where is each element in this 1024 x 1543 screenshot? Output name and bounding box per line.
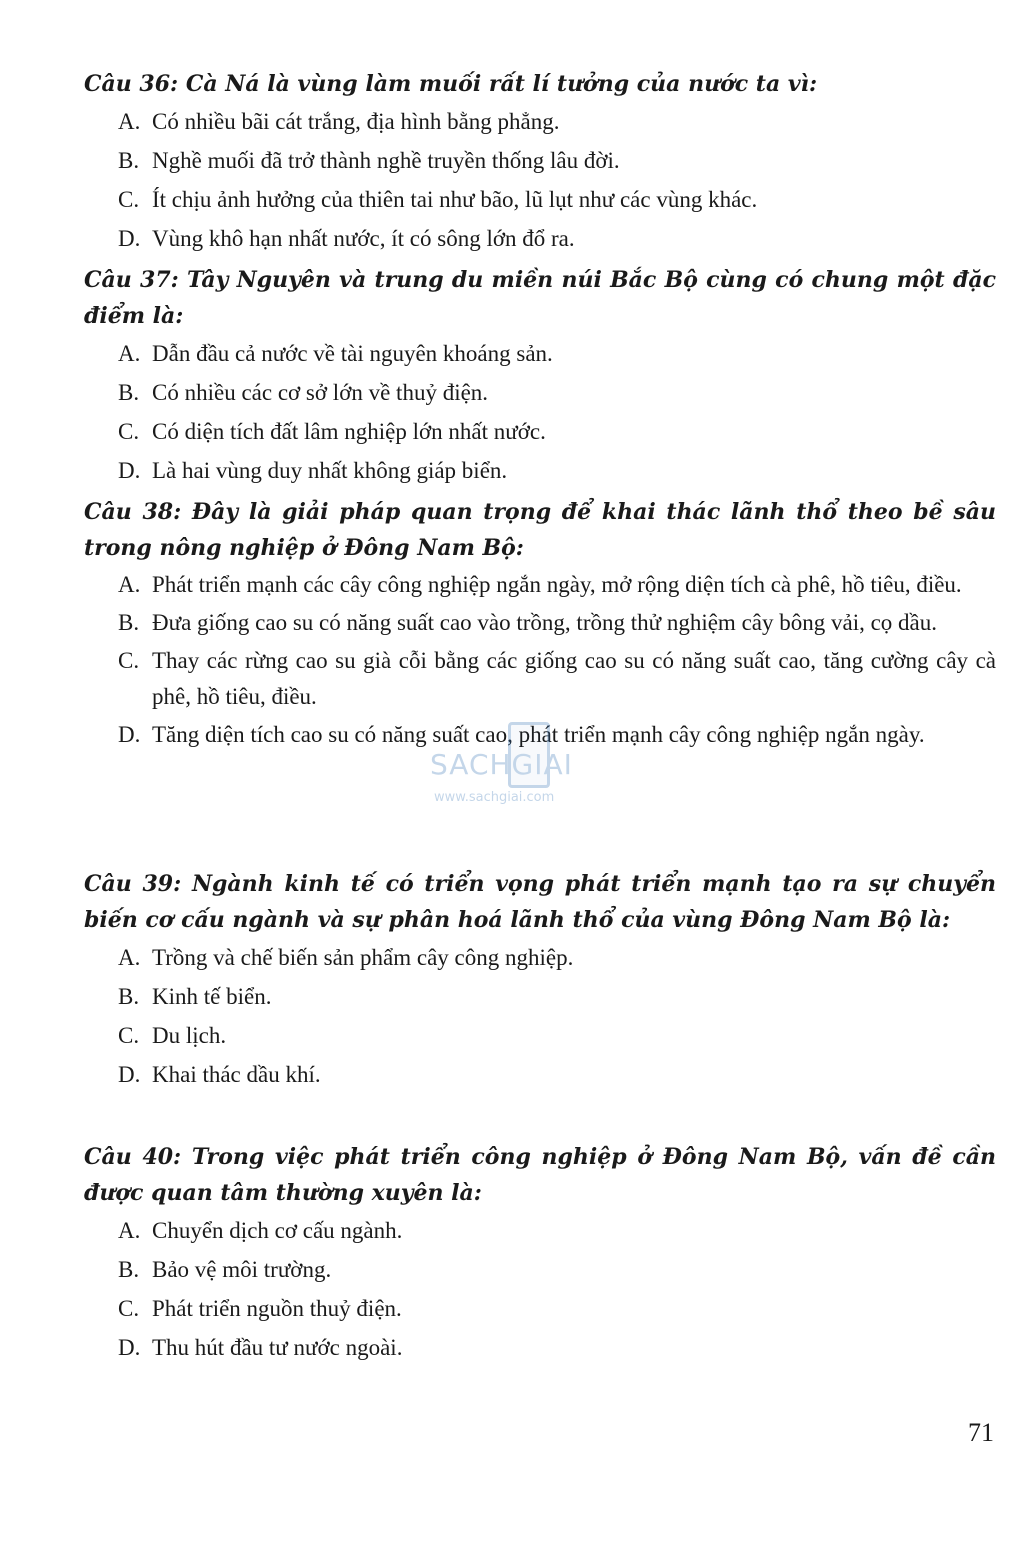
option-c bbox=[84, 1016, 996, 1055]
option-letter: D. bbox=[118, 1335, 141, 1360]
option-text: Có diện tích đất lâm nghiệp lớn nhất nước. bbox=[152, 419, 546, 444]
option-text: Thay các rừng cao su già cỗi bằng các giống cao su có năng suất cao, tăng cường cây cà phê, hồ tiêu, điều. bbox=[152, 648, 996, 709]
watermark-url: www.sachgiai.com bbox=[434, 790, 555, 805]
option-d bbox=[84, 1055, 996, 1094]
option-letter: B. bbox=[118, 148, 140, 173]
option-text: Bảo vệ môi trường. bbox=[152, 1257, 332, 1282]
option-text: Khai thác dầu khí. bbox=[152, 1062, 321, 1087]
option-letter: A. bbox=[118, 1218, 141, 1243]
option-c bbox=[84, 642, 996, 716]
option-c bbox=[84, 412, 996, 451]
option-text: Thu hút đầu tư nước ngoài. bbox=[152, 1335, 403, 1360]
option-d bbox=[84, 451, 996, 490]
question-37 bbox=[84, 262, 996, 490]
option-text: Đưa giống cao su có năng suất cao vào trồng, trồng thử nghiệm cây bông vải, cọ dầu. bbox=[152, 610, 938, 635]
question-title: Câu 40: Trong việc phát triển công nghiệp ở Đông Nam Bộ, vấn đề cần được quan tâm thường xuyên là: bbox=[84, 1144, 996, 1206]
option-text: Tăng diện tích cao su có năng suất cao, phát triển mạnh cây công nghiệp ngắn ngày. bbox=[152, 722, 925, 747]
watermark-brand: SACHGIAI bbox=[430, 748, 573, 781]
option-b bbox=[84, 141, 996, 180]
option-text: Có nhiều các cơ sở lớn về thuỷ điện. bbox=[152, 380, 489, 405]
option-letter: A. bbox=[118, 341, 141, 366]
question-title: Câu 36: Cà Ná là vùng làm muối rất lí tưởng của nước ta vì: bbox=[84, 71, 818, 97]
option-letter: B. bbox=[118, 380, 140, 405]
option-b bbox=[84, 604, 996, 642]
option-text: Du lịch. bbox=[152, 1023, 227, 1048]
option-text: Chuyển dịch cơ cấu ngành. bbox=[152, 1218, 403, 1243]
option-text: Có nhiều bãi cát trắng, địa hình bằng phẳng. bbox=[152, 109, 560, 134]
option-b bbox=[84, 373, 996, 412]
option-letter: C. bbox=[118, 1023, 140, 1048]
option-letter: D. bbox=[118, 722, 141, 747]
question-36 bbox=[84, 66, 996, 258]
option-a bbox=[84, 102, 996, 141]
option-text: Dẫn đầu cả nước về tài nguyên khoáng sản. bbox=[152, 341, 553, 366]
option-b bbox=[84, 977, 996, 1016]
question-title: Câu 38: Đây là giải pháp quan trọng để khai thác lãnh thổ theo bề sâu trong nông nghiệp ở Đông Nam Bộ: bbox=[84, 499, 996, 561]
option-c bbox=[84, 1289, 996, 1328]
option-letter: B. bbox=[118, 1257, 140, 1282]
option-letter: C. bbox=[118, 419, 140, 444]
question-40 bbox=[84, 1139, 996, 1367]
option-a bbox=[84, 938, 996, 977]
option-text: Nghề muối đã trở thành nghề truyền thống lâu đời. bbox=[152, 148, 620, 173]
option-letter: C. bbox=[118, 187, 140, 212]
option-text: Phát triển mạnh các cây công nghiệp ngắn ngày, mở rộng diện tích cà phê, hồ tiêu, điều. bbox=[152, 572, 962, 597]
option-a bbox=[84, 334, 996, 373]
question-title: Câu 37: Tây Nguyên và trung du miền núi Bắc Bộ cùng có chung một đặc điểm là: bbox=[84, 267, 996, 329]
question-title: Câu 39: Ngành kinh tế có triển vọng phát triển mạnh tạo ra sự chuyển biến cơ cấu ngành và sự phân hoá lãnh thổ của vùng Đông Nam Bộ là: bbox=[84, 871, 996, 933]
option-d bbox=[84, 219, 996, 258]
option-letter: D. bbox=[118, 1062, 141, 1087]
option-a bbox=[84, 566, 996, 604]
option-letter: B. bbox=[118, 610, 140, 635]
question-38 bbox=[84, 494, 996, 754]
option-text: Phát triển nguồn thuỷ điện. bbox=[152, 1296, 402, 1321]
option-letter: C. bbox=[118, 1296, 140, 1321]
option-letter: A. bbox=[118, 109, 141, 134]
option-text: Ít chịu ảnh hưởng của thiên tai như bão, lũ lụt như các vùng khác. bbox=[152, 187, 758, 212]
option-text: Là hai vùng duy nhất không giáp biển. bbox=[152, 458, 508, 483]
option-letter: D. bbox=[118, 458, 141, 483]
option-text: Vùng khô hạn nhất nước, ít có sông lớn đổ ra. bbox=[152, 226, 575, 251]
option-letter: D. bbox=[118, 226, 141, 251]
option-d bbox=[84, 1328, 996, 1367]
option-letter: B. bbox=[118, 984, 140, 1009]
question-39 bbox=[84, 866, 996, 1094]
option-letter: A. bbox=[118, 945, 141, 970]
page-number: 71 bbox=[968, 1418, 994, 1447]
option-letter: C. bbox=[118, 648, 140, 673]
option-a bbox=[84, 1211, 996, 1250]
option-text: Trồng và chế biến sản phẩm cây công nghiệp. bbox=[152, 945, 574, 970]
option-text: Kinh tế biển. bbox=[152, 984, 272, 1009]
option-c bbox=[84, 180, 996, 219]
option-b bbox=[84, 1250, 996, 1289]
option-letter: A. bbox=[118, 572, 141, 597]
option-d bbox=[84, 716, 996, 754]
